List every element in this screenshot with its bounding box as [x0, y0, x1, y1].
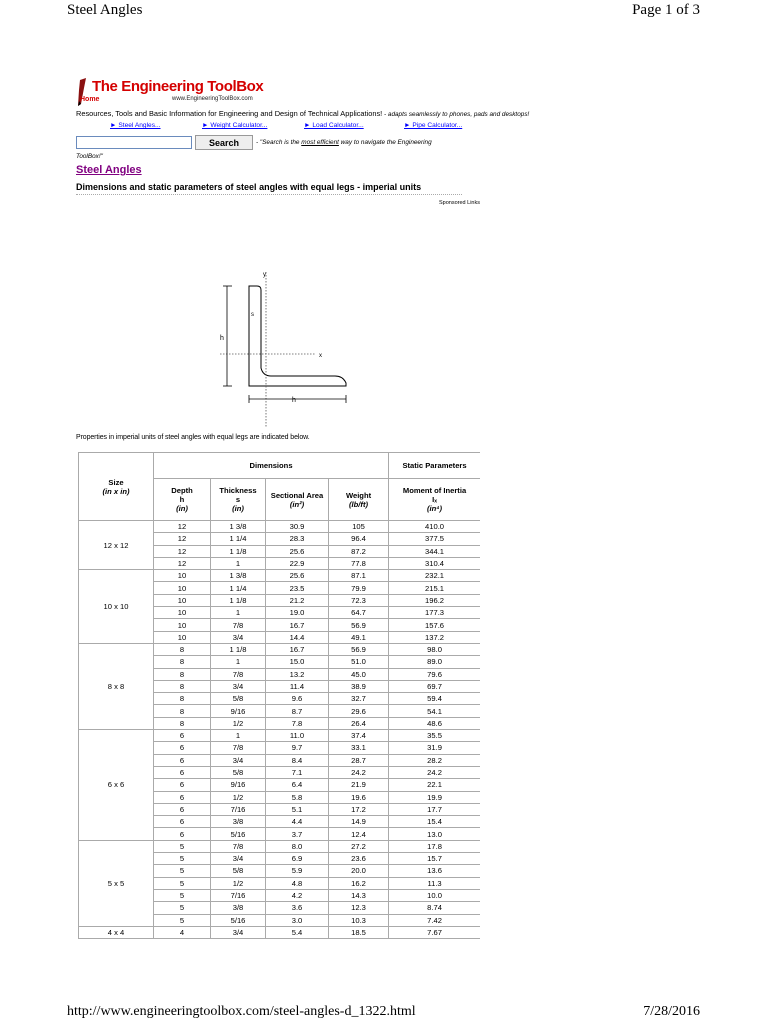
table-cell: 14.4	[266, 631, 329, 643]
table-cell: 35.5	[389, 730, 480, 742]
table-cell: 1	[211, 730, 266, 742]
table-cell: 11.0	[266, 730, 329, 742]
x-axis-label: x	[319, 353, 322, 359]
table-row	[79, 730, 481, 742]
table-cell: 1 1/8	[211, 545, 266, 557]
header-moment-of-inertia: Moment of Inertia Iₓ (in⁴)	[389, 479, 480, 521]
table-cell: 12	[154, 545, 211, 557]
search-note-prefix: - "Search is the	[256, 139, 302, 146]
header-depth: Depth h (in)	[154, 479, 211, 521]
table-cell: 3/4	[211, 754, 266, 766]
search-note-link: most efficient	[301, 139, 339, 146]
table-cell: 23.5	[266, 582, 329, 594]
table-cell: 10.3	[329, 914, 389, 926]
table-cell: 56.9	[329, 619, 389, 631]
table-cell: 14.9	[329, 816, 389, 828]
table-cell: 9/16	[211, 779, 266, 791]
sponsored-links-label: Sponsored Links	[439, 200, 480, 206]
table-cell: 64.7	[329, 607, 389, 619]
header-static-parameters: Static Parameters	[389, 453, 480, 479]
table-cell: 8.4	[266, 754, 329, 766]
table-cell: 3/8	[211, 902, 266, 914]
table-cell: 8	[154, 656, 211, 668]
table-cell: 12	[154, 557, 211, 569]
table-cell: 1 3/8	[211, 570, 266, 582]
table-cell: 87.2	[329, 545, 389, 557]
table-cell: 11.3	[389, 877, 480, 889]
table-cell: 9/16	[211, 705, 266, 717]
table-cell: 1/2	[211, 877, 266, 889]
table-cell: 17.8	[389, 840, 480, 852]
size-cell: 5 x 5	[79, 840, 154, 926]
steel-angles-table-container	[78, 452, 480, 952]
table-cell: 51.0	[329, 656, 389, 668]
table-cell: 8.74	[389, 902, 480, 914]
table-cell: 157.6	[389, 619, 480, 631]
angle-profile	[249, 286, 346, 386]
table-cell: 6	[154, 766, 211, 778]
table-cell: 38.9	[329, 680, 389, 692]
table-cell: 7.67	[389, 926, 480, 938]
table-cell: 410.0	[389, 521, 480, 533]
table-cell: 7.42	[389, 914, 480, 926]
table-cell: 1 1/4	[211, 582, 266, 594]
table-cell: 37.4	[329, 730, 389, 742]
table-cell: 105	[329, 521, 389, 533]
table-cell: 5/8	[211, 693, 266, 705]
table-cell: 10	[154, 631, 211, 643]
table-cell: 24.2	[389, 766, 480, 778]
table-cell: 7.1	[266, 766, 329, 778]
table-cell: 9.7	[266, 742, 329, 754]
table-cell: 5.8	[266, 791, 329, 803]
table-cell: 5.1	[266, 803, 329, 815]
table-cell: 1/2	[211, 791, 266, 803]
header-thickness: Thickness s (in)	[211, 479, 266, 521]
search-input[interactable]	[76, 136, 192, 149]
print-footer-url: http://www.engineeringtoolbox.com/steel-angles-d_1322.html	[67, 1004, 416, 1019]
table-cell: 6	[154, 779, 211, 791]
table-cell: 10.0	[389, 889, 480, 901]
table-cell: 1	[211, 607, 266, 619]
table-cell: 3/4	[211, 926, 266, 938]
table-cell: 89.0	[389, 656, 480, 668]
tagline-note: - adapts seamlessly to phones, pads and desktops!	[382, 111, 530, 118]
table-cell: 6	[154, 754, 211, 766]
quick-nav	[110, 122, 510, 132]
search-button[interactable]: Search	[195, 135, 253, 150]
table-cell: 215.1	[389, 582, 480, 594]
table-cell: 98.0	[389, 643, 480, 655]
search-note-suffix: way to navigate the Engineering	[338, 139, 432, 146]
table-cell: 54.1	[389, 705, 480, 717]
table-cell: 7/8	[211, 840, 266, 852]
table-cell: 3.0	[266, 914, 329, 926]
properties-note: Properties in imperial units of steel angles with equal legs are indicated below.	[76, 434, 310, 441]
table-cell: 13.6	[389, 865, 480, 877]
table-cell: 4.8	[266, 877, 329, 889]
table-cell: 6	[154, 742, 211, 754]
table-cell: 7/8	[211, 742, 266, 754]
table-cell: 1 1/8	[211, 643, 266, 655]
table-cell: 49.1	[329, 631, 389, 643]
table-cell: 1/2	[211, 717, 266, 729]
size-cell: 6 x 6	[79, 730, 154, 841]
table-cell: 7.8	[266, 717, 329, 729]
table-cell: 5	[154, 877, 211, 889]
header-size: Size (in x in)	[79, 453, 154, 521]
table-cell: 8	[154, 693, 211, 705]
table-cell: 8	[154, 680, 211, 692]
table-cell: 16.7	[266, 619, 329, 631]
table-row	[79, 570, 481, 582]
size-cell: 8 x 8	[79, 643, 154, 729]
table-cell: 12.4	[329, 828, 389, 840]
site-tagline	[76, 109, 529, 118]
nav-link-steel-angles[interactable]: ► Steel Angles...	[110, 122, 161, 129]
steel-angles-table	[78, 452, 480, 939]
table-cell: 16.2	[329, 877, 389, 889]
site-logo[interactable]	[72, 76, 272, 108]
table-cell: 25.6	[266, 570, 329, 582]
table-cell: 4.2	[266, 889, 329, 901]
table-cell: 12	[154, 533, 211, 545]
table-cell: 32.7	[329, 693, 389, 705]
print-footer-date: 7/28/2016	[643, 1004, 700, 1019]
table-cell: 1	[211, 557, 266, 569]
table-cell: 79.9	[329, 582, 389, 594]
table-cell: 14.3	[329, 889, 389, 901]
table-cell: 8.0	[266, 840, 329, 852]
table-cell: 377.5	[389, 533, 480, 545]
table-cell: 177.3	[389, 607, 480, 619]
table-cell: 137.2	[389, 631, 480, 643]
table-cell: 8	[154, 705, 211, 717]
table-cell: 5/16	[211, 828, 266, 840]
home-link[interactable]: Home	[80, 96, 100, 103]
table-cell: 13.0	[389, 828, 480, 840]
table-cell: 8	[154, 668, 211, 680]
site-url: www.EngineeringToolBox.com	[172, 96, 253, 102]
table-cell: 15.4	[389, 816, 480, 828]
table-cell: 33.1	[329, 742, 389, 754]
table-cell: 5/16	[211, 914, 266, 926]
nav-link-pipe-calculator[interactable]: ► Pipe Calculator...	[404, 122, 463, 129]
table-cell: 28.3	[266, 533, 329, 545]
table-cell: 19.6	[329, 791, 389, 803]
table-cell: 4.4	[266, 816, 329, 828]
print-page-number: Page 1 of 3	[632, 2, 700, 18]
page-title[interactable]: Steel Angles	[76, 164, 142, 176]
angle-section-diagram	[215, 268, 350, 428]
table-cell: 79.6	[389, 668, 480, 680]
y-axis-label: y	[263, 272, 266, 278]
table-cell: 10	[154, 594, 211, 606]
thickness-label: s	[251, 312, 254, 318]
table-cell: 13.2	[266, 668, 329, 680]
table-cell: 310.4	[389, 557, 480, 569]
table-cell: 9.6	[266, 693, 329, 705]
table-cell: 45.0	[329, 668, 389, 680]
table-cell: 22.1	[389, 779, 480, 791]
table-cell: 7/16	[211, 889, 266, 901]
table-cell: 344.1	[389, 545, 480, 557]
table-cell: 1 3/8	[211, 521, 266, 533]
table-cell: 1 1/4	[211, 533, 266, 545]
table-cell: 24.2	[329, 766, 389, 778]
divider	[76, 194, 462, 195]
table-cell: 3.7	[266, 828, 329, 840]
table-cell: 3/8	[211, 816, 266, 828]
search-note	[256, 139, 432, 146]
table-cell: 28.7	[329, 754, 389, 766]
table-cell: 15.0	[266, 656, 329, 668]
table-cell: 28.2	[389, 754, 480, 766]
table-cell: 3/4	[211, 680, 266, 692]
table-cell: 16.7	[266, 643, 329, 655]
table-cell: 17.7	[389, 803, 480, 815]
table-cell: 12.3	[329, 902, 389, 914]
tagline-text: Resources, Tools and Basic Information for Engineering and Design of Technical Applications!	[76, 109, 383, 118]
table-cell: 5/8	[211, 865, 266, 877]
table-cell: 3/4	[211, 631, 266, 643]
table-cell: 8.7	[266, 705, 329, 717]
search-note-line2: ToolBox!"	[76, 153, 103, 160]
table-cell: 6	[154, 791, 211, 803]
pen-icon	[72, 76, 90, 108]
table-cell: 8	[154, 643, 211, 655]
table-cell: 22.9	[266, 557, 329, 569]
table-cell: 10	[154, 570, 211, 582]
table-cell: 21.2	[266, 594, 329, 606]
print-header-title: Steel Angles	[67, 2, 143, 18]
table-cell: 1	[211, 656, 266, 668]
table-cell: 25.6	[266, 545, 329, 557]
table-row	[79, 840, 481, 852]
page-subtitle: Dimensions and static parameters of steel angles with equal legs - imperial units	[76, 182, 422, 192]
table-cell: 72.3	[329, 594, 389, 606]
table-cell: 19.0	[266, 607, 329, 619]
size-cell: 10 x 10	[79, 570, 154, 644]
table-cell: 196.2	[389, 594, 480, 606]
table-cell: 1 1/8	[211, 594, 266, 606]
table-cell: 12	[154, 521, 211, 533]
table-cell: 232.1	[389, 570, 480, 582]
table-cell: 18.5	[329, 926, 389, 938]
table-cell: 3.6	[266, 902, 329, 914]
table-cell: 5	[154, 853, 211, 865]
table-cell: 56.9	[329, 643, 389, 655]
table-body	[79, 521, 481, 939]
table-cell: 96.4	[329, 533, 389, 545]
width-label: h	[292, 397, 296, 404]
table-cell: 5	[154, 902, 211, 914]
table-cell: 10	[154, 582, 211, 594]
table-cell: 11.4	[266, 680, 329, 692]
table-cell: 15.7	[389, 853, 480, 865]
table-cell: 20.0	[329, 865, 389, 877]
table-cell: 23.6	[329, 853, 389, 865]
table-row	[79, 521, 481, 533]
table-cell: 29.6	[329, 705, 389, 717]
table-cell: 59.4	[389, 693, 480, 705]
table-row	[79, 926, 481, 938]
nav-link-weight-calculator[interactable]: ► Weight Calculator...	[202, 122, 268, 129]
table-cell: 5	[154, 889, 211, 901]
table-cell: 10	[154, 607, 211, 619]
table-cell: 5.9	[266, 865, 329, 877]
table-cell: 69.7	[389, 680, 480, 692]
table-cell: 87.1	[329, 570, 389, 582]
table-cell: 6	[154, 828, 211, 840]
table-row	[79, 643, 481, 655]
table-cell: 5	[154, 865, 211, 877]
table-cell: 7/8	[211, 668, 266, 680]
table-cell: 10	[154, 619, 211, 631]
table-cell: 7/8	[211, 619, 266, 631]
table-cell: 7/16	[211, 803, 266, 815]
table-cell: 6.4	[266, 779, 329, 791]
table-cell: 3/4	[211, 853, 266, 865]
table-cell: 5	[154, 914, 211, 926]
table-cell: 6	[154, 803, 211, 815]
nav-link-load-calculator[interactable]: ► Load Calculator...	[304, 122, 364, 129]
table-cell: 5.4	[266, 926, 329, 938]
table-cell: 27.2	[329, 840, 389, 852]
table-cell: 8	[154, 717, 211, 729]
size-cell: 12 x 12	[79, 521, 154, 570]
table-cell: 5/8	[211, 766, 266, 778]
table-cell: 77.8	[329, 557, 389, 569]
header-area: Sectional Area (in²)	[266, 479, 329, 521]
height-label: h	[220, 335, 224, 342]
table-cell: 26.4	[329, 717, 389, 729]
table-cell: 6	[154, 816, 211, 828]
table-cell: 19.9	[389, 791, 480, 803]
table-cell: 31.9	[389, 742, 480, 754]
header-dimensions: Dimensions	[154, 453, 389, 479]
table-cell: 17.2	[329, 803, 389, 815]
table-cell: 48.6	[389, 717, 480, 729]
table-cell: 30.9	[266, 521, 329, 533]
table-cell: 4	[154, 926, 211, 938]
table-cell: 5	[154, 840, 211, 852]
size-cell: 4 x 4	[79, 926, 154, 938]
table-cell: 6	[154, 730, 211, 742]
table-cell: 6.9	[266, 853, 329, 865]
table-cell: 21.9	[329, 779, 389, 791]
logo-text: The Engineering ToolBox	[92, 78, 264, 95]
header-weight: Weight (lb/ft)	[329, 479, 389, 521]
